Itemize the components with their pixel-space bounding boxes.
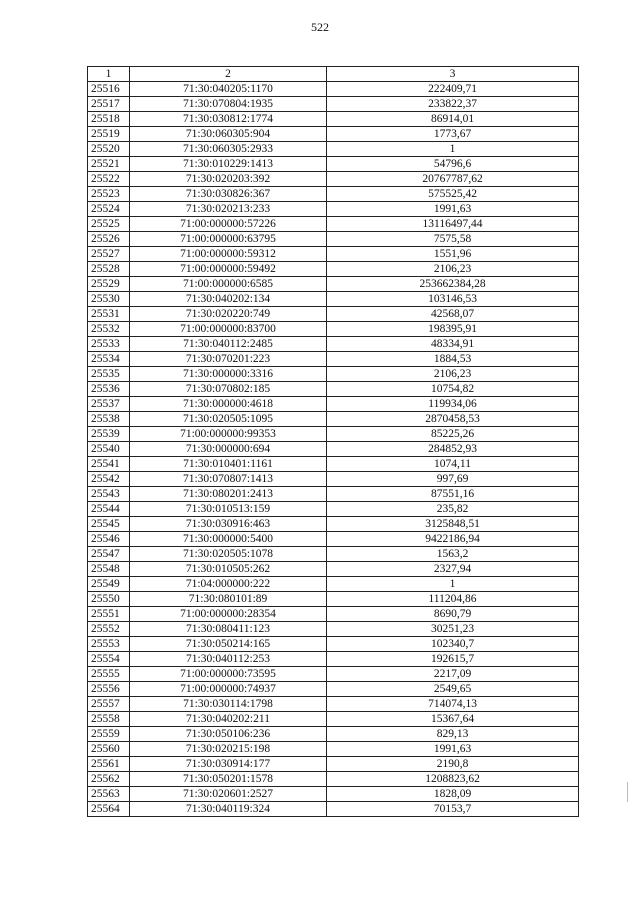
row-number-cell: 25543 xyxy=(88,487,130,502)
value-cell: 10754,82 xyxy=(327,382,579,397)
table-row xyxy=(88,397,579,412)
cadastral-number-cell: 71:30:000000:4618 xyxy=(130,397,327,412)
value-cell: 15367,64 xyxy=(327,712,579,727)
cadastral-number-cell: 71:30:030916:463 xyxy=(130,517,327,532)
table-row xyxy=(88,712,579,727)
cadastral-number-cell: 71:30:020215:198 xyxy=(130,742,327,757)
table-row xyxy=(88,727,579,742)
column-header-3: 3 xyxy=(327,67,579,82)
table-row xyxy=(88,367,579,382)
value-cell: 48334,91 xyxy=(327,337,579,352)
row-number-cell: 25557 xyxy=(88,697,130,712)
cadastral-number-cell: 71:30:000000:5400 xyxy=(130,532,327,547)
value-cell: 70153,7 xyxy=(327,802,579,817)
table-row xyxy=(88,127,579,142)
cadastral-number-cell: 71:30:010401:1161 xyxy=(130,457,327,472)
page-number: 522 xyxy=(311,20,329,34)
row-number-cell: 25549 xyxy=(88,577,130,592)
value-cell: 235,82 xyxy=(327,502,579,517)
cadastral-number-cell: 71:00:000000:59492 xyxy=(130,262,327,277)
cadastral-number-cell: 71:30:080201:2413 xyxy=(130,487,327,502)
table-row xyxy=(88,742,579,757)
table-row xyxy=(88,277,579,292)
value-cell: 111204,86 xyxy=(327,592,579,607)
value-cell: 192615,7 xyxy=(327,652,579,667)
cadastral-number-cell: 71:30:040205:1170 xyxy=(130,82,327,97)
value-cell: 1 xyxy=(327,142,579,157)
value-cell: 2106,23 xyxy=(327,262,579,277)
value-cell: 119934,06 xyxy=(327,397,579,412)
cadastral-number-cell: 71:30:070807:1413 xyxy=(130,472,327,487)
table-row xyxy=(88,487,579,502)
table-row xyxy=(88,352,579,367)
table-row xyxy=(88,382,579,397)
cadastral-number-cell: 71:30:050201:1578 xyxy=(130,772,327,787)
cadastral-number-cell: 71:04:000000:222 xyxy=(130,577,327,592)
data-table xyxy=(87,66,579,817)
scan-edge-mark xyxy=(627,782,628,802)
table-row xyxy=(88,562,579,577)
table-row xyxy=(88,457,579,472)
table-row xyxy=(88,202,579,217)
table-row xyxy=(88,502,579,517)
value-cell: 20767787,62 xyxy=(327,172,579,187)
column-header-2: 2 xyxy=(130,67,327,82)
value-cell: 13116497,44 xyxy=(327,217,579,232)
table-row xyxy=(88,142,579,157)
table-row xyxy=(88,787,579,802)
value-cell: 1884,53 xyxy=(327,352,579,367)
row-number-cell: 25552 xyxy=(88,622,130,637)
table-row xyxy=(88,112,579,127)
value-cell: 2217,09 xyxy=(327,667,579,682)
table-row xyxy=(88,292,579,307)
row-number-cell: 25563 xyxy=(88,787,130,802)
cadastral-number-cell: 71:30:080101:89 xyxy=(130,592,327,607)
row-number-cell: 25521 xyxy=(88,157,130,172)
column-header-1: 1 xyxy=(88,67,130,82)
table-row xyxy=(88,172,579,187)
value-cell: 87551,16 xyxy=(327,487,579,502)
table-row xyxy=(88,547,579,562)
table-row xyxy=(88,232,579,247)
row-number-cell: 25556 xyxy=(88,682,130,697)
row-number-cell: 25540 xyxy=(88,442,130,457)
table-row xyxy=(88,607,579,622)
cadastral-number-cell: 71:30:020505:1095 xyxy=(130,412,327,427)
cadastral-number-cell: 71:30:020220:749 xyxy=(130,307,327,322)
table-row xyxy=(88,427,579,442)
value-cell: 2106,23 xyxy=(327,367,579,382)
cadastral-number-cell: 71:00:000000:28354 xyxy=(130,607,327,622)
table-row xyxy=(88,652,579,667)
value-cell: 2190,8 xyxy=(327,757,579,772)
row-number-cell: 25523 xyxy=(88,187,130,202)
row-number-cell: 25533 xyxy=(88,337,130,352)
value-cell: 714074,13 xyxy=(327,697,579,712)
row-number-cell: 25524 xyxy=(88,202,130,217)
cadastral-number-cell: 71:00:000000:6585 xyxy=(130,277,327,292)
cadastral-number-cell: 71:30:060305:2933 xyxy=(130,142,327,157)
row-number-cell: 25520 xyxy=(88,142,130,157)
table-row xyxy=(88,442,579,457)
table-row xyxy=(88,682,579,697)
cadastral-number-cell: 71:30:020505:1078 xyxy=(130,547,327,562)
row-number-cell: 25518 xyxy=(88,112,130,127)
table-row xyxy=(88,262,579,277)
value-cell: 102340,7 xyxy=(327,637,579,652)
row-number-cell: 25538 xyxy=(88,412,130,427)
value-cell: 829,13 xyxy=(327,727,579,742)
cadastral-number-cell: 71:30:010229:1413 xyxy=(130,157,327,172)
table-row xyxy=(88,217,579,232)
row-number-cell: 25550 xyxy=(88,592,130,607)
cadastral-number-cell: 71:30:010513:159 xyxy=(130,502,327,517)
value-cell: 1551,96 xyxy=(327,247,579,262)
row-number-cell: 25548 xyxy=(88,562,130,577)
value-cell: 3125848,51 xyxy=(327,517,579,532)
cadastral-number-cell: 71:30:040119:324 xyxy=(130,802,327,817)
row-number-cell: 25530 xyxy=(88,292,130,307)
value-cell: 198395,91 xyxy=(327,322,579,337)
cadastral-number-cell: 71:30:040112:2485 xyxy=(130,337,327,352)
table-row xyxy=(88,592,579,607)
cadastral-number-cell: 71:30:030826:367 xyxy=(130,187,327,202)
cadastral-number-cell: 71:00:000000:74937 xyxy=(130,682,327,697)
cadastral-number-cell: 71:30:000000:3316 xyxy=(130,367,327,382)
cadastral-number-cell: 71:00:000000:63795 xyxy=(130,232,327,247)
value-cell: 575525,42 xyxy=(327,187,579,202)
value-cell: 1563,2 xyxy=(327,547,579,562)
table-row xyxy=(88,472,579,487)
table-row xyxy=(88,322,579,337)
row-number-cell: 25536 xyxy=(88,382,130,397)
row-number-cell: 25553 xyxy=(88,637,130,652)
value-cell: 1 xyxy=(327,577,579,592)
row-number-cell: 25537 xyxy=(88,397,130,412)
table-row xyxy=(88,517,579,532)
cadastral-number-cell: 71:30:070201:223 xyxy=(130,352,327,367)
table-row xyxy=(88,82,579,97)
row-number-cell: 25534 xyxy=(88,352,130,367)
cadastral-number-cell: 71:30:010505:262 xyxy=(130,562,327,577)
table-row xyxy=(88,187,579,202)
cadastral-number-cell: 71:30:050106:236 xyxy=(130,727,327,742)
row-number-cell: 25532 xyxy=(88,322,130,337)
cadastral-number-cell: 71:30:030914:177 xyxy=(130,757,327,772)
value-cell: 86914,01 xyxy=(327,112,579,127)
table-row xyxy=(88,337,579,352)
table-row xyxy=(88,802,579,817)
value-cell: 103146,53 xyxy=(327,292,579,307)
row-number-cell: 25561 xyxy=(88,757,130,772)
table-row xyxy=(88,307,579,322)
cadastral-number-cell: 71:00:000000:99353 xyxy=(130,427,327,442)
value-cell: 1773,67 xyxy=(327,127,579,142)
table-row xyxy=(88,577,579,592)
value-cell: 997,69 xyxy=(327,472,579,487)
value-cell: 1828,09 xyxy=(327,787,579,802)
table-row xyxy=(88,532,579,547)
cadastral-number-cell: 71:30:040202:134 xyxy=(130,292,327,307)
row-number-cell: 25558 xyxy=(88,712,130,727)
row-number-cell: 25554 xyxy=(88,652,130,667)
row-number-cell: 25529 xyxy=(88,277,130,292)
cadastral-number-cell: 71:30:030812:1774 xyxy=(130,112,327,127)
value-cell: 284852,93 xyxy=(327,442,579,457)
value-cell: 1991,63 xyxy=(327,742,579,757)
table-row xyxy=(88,157,579,172)
table-row xyxy=(88,757,579,772)
cadastral-number-cell: 71:30:020203:392 xyxy=(130,172,327,187)
value-cell: 2549,65 xyxy=(327,682,579,697)
row-number-cell: 25535 xyxy=(88,367,130,382)
value-cell: 85225,26 xyxy=(327,427,579,442)
cadastral-number-cell: 71:00:000000:83700 xyxy=(130,322,327,337)
row-number-cell: 25541 xyxy=(88,457,130,472)
value-cell: 42568,07 xyxy=(327,307,579,322)
value-cell: 253662384,28 xyxy=(327,277,579,292)
table-row xyxy=(88,622,579,637)
value-cell: 233822,37 xyxy=(327,97,579,112)
row-number-cell: 25545 xyxy=(88,517,130,532)
row-number-cell: 25546 xyxy=(88,532,130,547)
row-number-cell: 25551 xyxy=(88,607,130,622)
value-cell: 1074,11 xyxy=(327,457,579,472)
value-cell: 2327,94 xyxy=(327,562,579,577)
row-number-cell: 25559 xyxy=(88,727,130,742)
row-number-cell: 25544 xyxy=(88,502,130,517)
value-cell: 7575,58 xyxy=(327,232,579,247)
cadastral-number-cell: 71:30:040202:211 xyxy=(130,712,327,727)
row-number-cell: 25517 xyxy=(88,97,130,112)
cadastral-number-cell: 71:30:020213:233 xyxy=(130,202,327,217)
cadastral-number-cell: 71:30:000000:694 xyxy=(130,442,327,457)
value-cell: 1208823,62 xyxy=(327,772,579,787)
row-number-cell: 25516 xyxy=(88,82,130,97)
row-number-cell: 25526 xyxy=(88,232,130,247)
row-number-cell: 25522 xyxy=(88,172,130,187)
row-number-cell: 25525 xyxy=(88,217,130,232)
row-number-cell: 25528 xyxy=(88,262,130,277)
row-number-cell: 25519 xyxy=(88,127,130,142)
cadastral-number-cell: 71:00:000000:57226 xyxy=(130,217,327,232)
row-number-cell: 25560 xyxy=(88,742,130,757)
table-row xyxy=(88,667,579,682)
row-number-cell: 25562 xyxy=(88,772,130,787)
cadastral-number-cell: 71:30:040112:253 xyxy=(130,652,327,667)
table-row xyxy=(88,772,579,787)
row-number-cell: 25547 xyxy=(88,547,130,562)
table-row xyxy=(88,97,579,112)
cadastral-number-cell: 71:30:050214:165 xyxy=(130,637,327,652)
row-number-cell: 25555 xyxy=(88,667,130,682)
value-cell: 8690,79 xyxy=(327,607,579,622)
row-number-cell: 25539 xyxy=(88,427,130,442)
value-cell: 30251,23 xyxy=(327,622,579,637)
value-cell: 222409,71 xyxy=(327,82,579,97)
table-row xyxy=(88,412,579,427)
value-cell: 54796,6 xyxy=(327,157,579,172)
value-cell: 2870458,53 xyxy=(327,412,579,427)
table-row xyxy=(88,247,579,262)
cadastral-number-cell: 71:00:000000:59312 xyxy=(130,247,327,262)
header-row xyxy=(88,67,579,82)
row-number-cell: 25564 xyxy=(88,802,130,817)
cadastral-number-cell: 71:00:000000:73595 xyxy=(130,667,327,682)
cadastral-number-cell: 71:30:080411:123 xyxy=(130,622,327,637)
cadastral-number-cell: 71:30:020601:2527 xyxy=(130,787,327,802)
row-number-cell: 25527 xyxy=(88,247,130,262)
table-row xyxy=(88,697,579,712)
cadastral-number-cell: 71:30:070802:185 xyxy=(130,382,327,397)
cadastral-number-cell: 71:30:030114:1798 xyxy=(130,697,327,712)
cadastral-number-cell: 71:30:070804:1935 xyxy=(130,97,327,112)
table-body xyxy=(88,82,579,817)
value-cell: 9422186,94 xyxy=(327,532,579,547)
row-number-cell: 25542 xyxy=(88,472,130,487)
value-cell: 1991,63 xyxy=(327,202,579,217)
row-number-cell: 25531 xyxy=(88,307,130,322)
table-row xyxy=(88,637,579,652)
cadastral-number-cell: 71:30:060305:904 xyxy=(130,127,327,142)
